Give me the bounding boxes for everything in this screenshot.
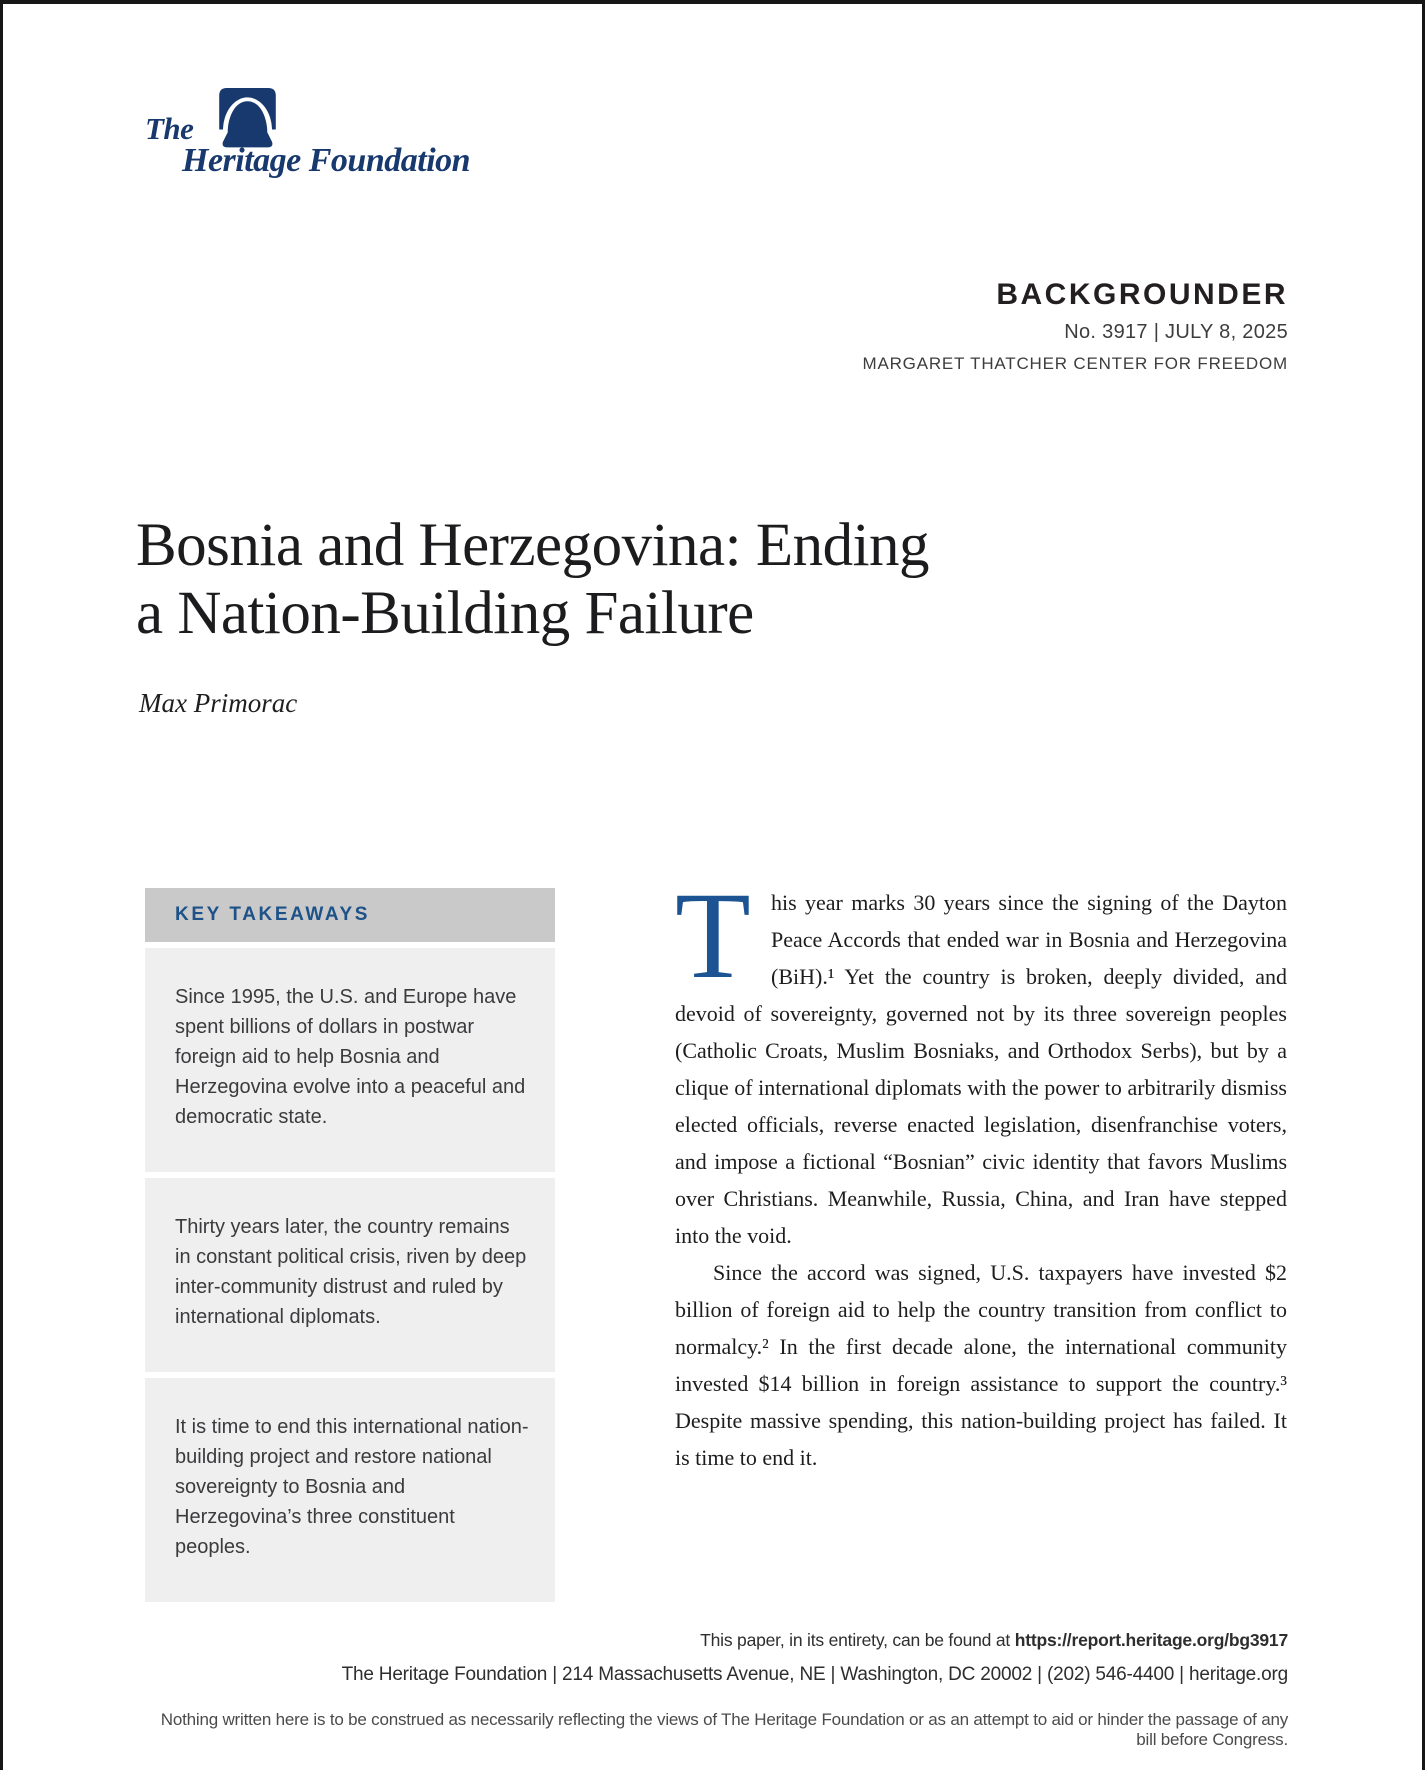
drop-cap-letter: T <box>675 867 751 1004</box>
key-takeaways-header-bar <box>145 888 555 942</box>
article-body <box>675 867 1287 1476</box>
body-paragraph-1 <box>675 867 1287 1254</box>
series-kicker: BACKGROUNDER <box>996 278 1288 311</box>
footer-availability-line <box>137 1630 1288 1651</box>
body-paragraph-1-text: his year marks 30 years since the signing of the Dayton Peace Accords that ended war in Bosnia and Herzegovina (BiH).¹ Yet the country is broken, deeply divided, and devoid of sovereignty, governed not by its three sovereign peoples (Catholic Croats, Muslim Bosniaks, and Orthodox Serbs), but by a clique of international diplomats with the power to arbitrarily dismiss elected officials, reverse enacted legislation, disenfranchise voters, and impose a fictional “Bosnian” civic identity that favors Muslims over Christians. Meanwhile, Russia, China, and Iran have stepped into the void. <box>675 890 1287 1248</box>
page-frame-left <box>0 0 3 1770</box>
issue-number-date: No. 3917 | JULY 8, 2025 <box>1064 321 1288 343</box>
heritage-foundation-logo <box>145 84 525 194</box>
key-takeaways-heading: KEY TAKEAWAYS <box>175 904 370 925</box>
page-footer <box>137 1630 1288 1750</box>
logo-word-the: The <box>145 111 194 146</box>
page-title <box>136 512 1236 648</box>
masthead <box>863 278 1289 374</box>
page-frame-top <box>0 0 1425 4</box>
logo-word-name: Heritage Foundation <box>182 142 471 179</box>
footer-disclaimer: Nothing written here is to be construed as necessarily reflecting the views of The Heritage Foundation or as an attempt to aid or hinder the passage of any bill before Congress. <box>160 1710 1288 1749</box>
page-title-line2: a Nation-Building Failure <box>136 580 754 647</box>
takeaway-item: It is time to end this international nation-building project and restore national sovereignty to Bosnia and Herzegovina’s three constituent peoples. <box>145 1378 555 1602</box>
takeaway-item: Since 1995, the U.S. and Europe have spent billions of dollars in postwar foreign aid to help Bosnia and Herzegovina evolve into a peaceful and democratic state. <box>145 948 555 1172</box>
takeaway-item: Thirty years later, the country remains in constant political crisis, riven by deep inter-community distrust and ruled by international diplomats. <box>145 1178 555 1372</box>
author-byline: Max Primorac <box>139 688 298 718</box>
body-paragraph-2: Since the accord was signed, U.S. taxpayers have invested $2 billion of foreign aid to help the country transition from conflict to normalcy.² In the first decade alone, the international community invested $14 billion in foreign assistance to support the country.³ Despite massive spending, this nation-building project has failed. It is time to end it. <box>675 1260 1287 1470</box>
footer-address-line: The Heritage Foundation | 214 Massachusetts Avenue, NE | Washington, DC 20002 | (202) 546-4400 | heritage.org <box>341 1664 1288 1685</box>
key-takeaways-sidebar <box>145 888 555 1602</box>
center-name: MARGARET THATCHER CENTER FOR FREEDOM <box>862 354 1288 373</box>
page-title-line1: Bosnia and Herzegovina: Ending <box>136 512 930 579</box>
report-url-link[interactable]: https://report.heritage.org/bg3917 <box>1014 1630 1288 1650</box>
footer-availability-prefix: This paper, in its entirety, can be found at <box>700 1630 1015 1650</box>
